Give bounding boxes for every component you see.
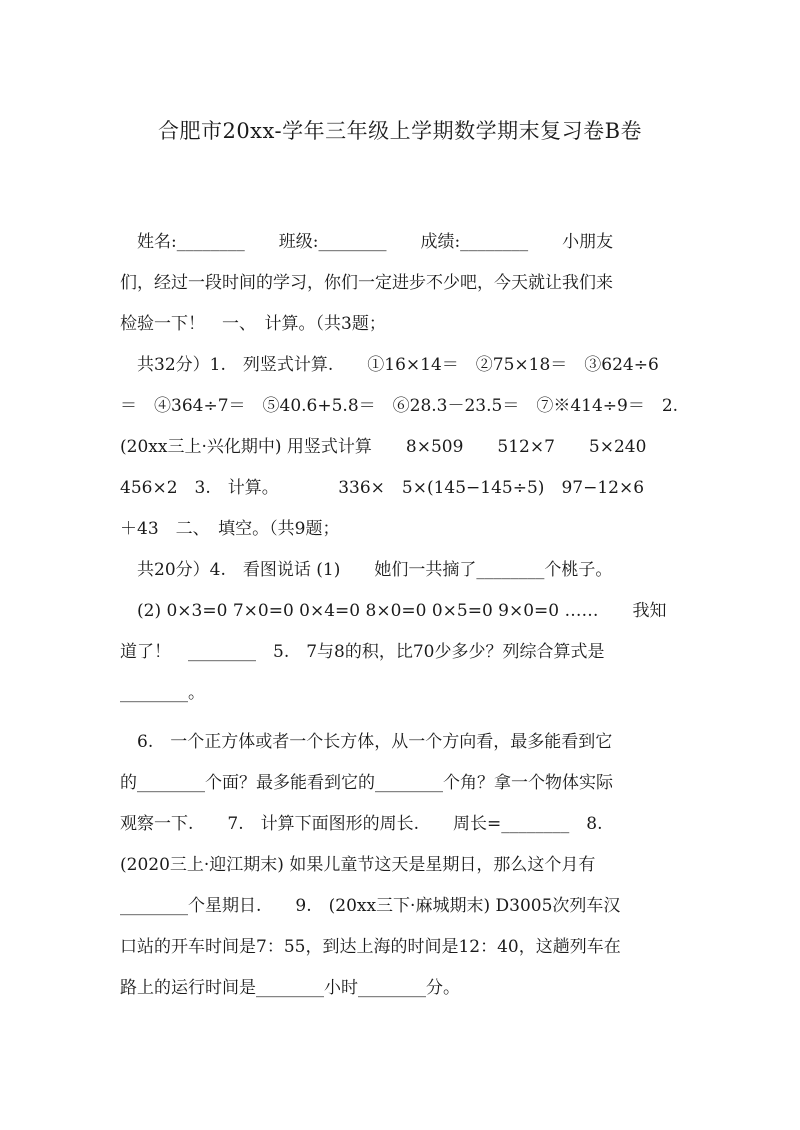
text-line: 姓名:________ 班级:________ 成绩:________ 小朋友: [120, 232, 614, 252]
text-line: 共20分）4. 看图说话 (1) 她们一共摘了________个桃子。: [120, 560, 613, 580]
text-line: ＝ ④364÷7＝ ⑤40.6+5.8＝ ⑥28.3－23.5＝ ⑦※414÷9＝ 2.: [120, 396, 679, 416]
page-title: 合肥市20xx-学年三年级上学期数学期末复习卷B卷: [157, 119, 643, 143]
text-line: 观察一下. 7. 计算下面图形的周长. 周长=________ 8.: [120, 814, 603, 834]
text-line: 检验一下！ 一、 计算。（共3题；: [120, 314, 386, 334]
text-line: ________。: [120, 683, 205, 703]
text-line: 道了！ ________ 5. 7与8的积，比70少多少？列综合算式是: [120, 642, 605, 662]
text-line: ＋43 二、 填空。（共9题；: [120, 519, 340, 539]
text-line: 路上的运行时间是________小时________分。: [120, 978, 460, 998]
text-line: ________个星期日. 9. (20xx三下·麻城期末) D3005次列车汉: [120, 896, 621, 916]
text-line: (20xx三上·兴化期中) 用竖式计算 8×509 512×7 5×240: [120, 437, 647, 457]
text-line: 的________个面？最多能看到它的________个角？拿一个物体实际: [120, 773, 613, 793]
text-line: 口站的开车时间是7：55，到达上海的时间是12：40，这趟列车在: [120, 937, 621, 957]
document-body: [120, 222, 680, 1009]
text-line: 6. 一个正方体或者一个长方体，从一个方向看，最多能看到它: [120, 732, 613, 752]
text-line: 们，经过一段时间的学习，你们一定进步不少吧，今天就让我们来: [120, 273, 613, 293]
text-line: (2020三上·迎江期末) 如果儿童节这天是星期日，那么这个月有: [120, 855, 596, 875]
text-line: 456×2 3. 计算。 336× 5×(145−145÷5) 97−12×6: [120, 478, 645, 498]
text-line: 共32分）1. 列竖式计算. ①16×14＝ ②75×18＝ ③624÷6: [120, 355, 659, 375]
text-line: (2) 0×3=0 7×0=0 0×4=0 8×0=0 0×5=0 9×0=0 …… 我知: [120, 601, 667, 621]
